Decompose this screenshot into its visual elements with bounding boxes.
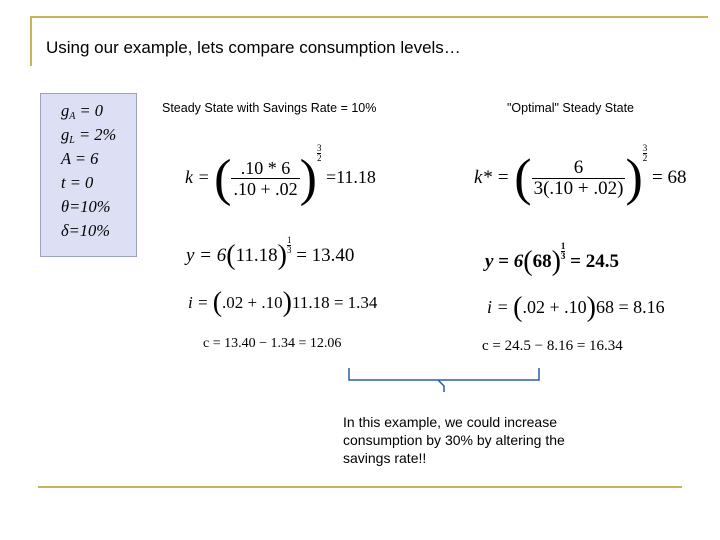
left-rule xyxy=(30,16,32,66)
right-c-equation: c = 24.5 − 8.16 = 16.34 xyxy=(482,338,623,354)
bottom-rule xyxy=(38,486,682,488)
right-k-equation: k* = ( $\frac{6}{3(.10 + .02)}$ ) $\frac{3}{2}$ = 68 xyxy=(474,143,687,207)
param-delta: δ=10% xyxy=(61,221,111,240)
slide-title: Using our example, lets compare consumption levels… xyxy=(46,38,461,57)
parameter-box xyxy=(40,93,137,257)
param-t: t = 0 xyxy=(61,173,94,192)
param-theta: θ=10% xyxy=(61,197,111,216)
param-gl: $g_L = 2\%$ xyxy=(61,125,117,146)
right-i-equation: i = (.02 + .10)68 = 8.16 xyxy=(487,292,665,323)
left-y-equation: y = 6(11.18) $\frac{1}{3}$ = 13.40 xyxy=(186,235,355,271)
top-rule xyxy=(30,16,708,18)
left-column-heading: Steady State with Savings Rate = 10% xyxy=(162,101,377,115)
param-ga: $g_A = 0$ xyxy=(61,101,103,122)
right-y-equation: y = 6(68) $\frac{1}{3}$ = 24.5 xyxy=(485,241,619,277)
right-column-heading: "Optimal" Steady State xyxy=(507,101,634,115)
left-c-equation: c = 13.40 − 1.34 = 12.06 xyxy=(203,336,342,351)
param-a: A = 6 xyxy=(61,149,99,168)
conclusion-note: In this example, we could increase consumption by 30% by altering the savings rate!! xyxy=(343,414,565,466)
left-i-equation: i = (.02 + .10)11.18 = 1.34 xyxy=(188,287,378,318)
left-k-equation: k = ( $\frac{.10 * 6}{.10 + .02}$ ) $\frac{3}{2}$ =11.18 xyxy=(185,143,376,207)
